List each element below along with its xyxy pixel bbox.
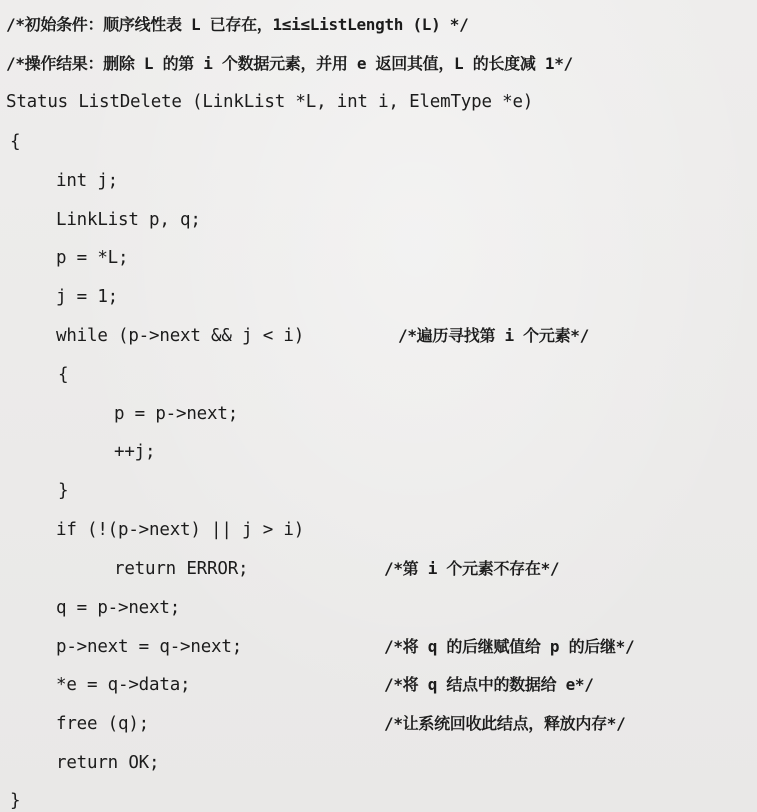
comment-traverse: /*遍历寻找第 i 个元素*/ <box>398 326 589 345</box>
code-line-return-error: return ERROR; <box>114 559 249 579</box>
code-line-relink: p->next = q->next; <box>56 637 243 657</box>
code-line-declare-j: int j; <box>56 171 119 191</box>
code-line-if: if (!(p->next) || j > i) <box>56 520 305 540</box>
function-signature: Status ListDelete (LinkList *L, int i, ElemType *e) <box>6 92 534 112</box>
comment-relink: /*将 q 的后继赋值给 p 的后继*/ <box>384 637 635 656</box>
comment-precondition: /*初始条件：顺序线性表 L 已存在，1≤i≤ListLength (L) */ <box>6 15 469 34</box>
comment-return-data: /*将 q 结点中的数据给 e*/ <box>384 675 594 694</box>
code-line-while-open-brace: { <box>58 365 69 385</box>
open-brace: { <box>10 132 21 152</box>
code-line-while: while (p->next && j < i) <box>56 326 305 346</box>
code-line-assign-p: p = *L; <box>56 248 129 268</box>
code-line-while-close-brace: } <box>58 481 69 501</box>
code-line-return-ok: return OK; <box>56 753 160 773</box>
code-line-advance-p: p = p->next; <box>114 404 239 424</box>
comment-not-exist: /*第 i 个元素不存在*/ <box>384 559 560 578</box>
comment-operation-result: /*操作结果：删除 L 的第 i 个数据元素，并用 e 返回其值，L 的长度减 1*/ <box>6 54 573 73</box>
code-line-increment-j: ++j; <box>114 442 156 462</box>
close-brace: } <box>10 791 21 811</box>
code-line-return-data: *e = q->data; <box>56 675 191 695</box>
comment-free: /*让系统回收此结点，释放内存*/ <box>384 714 626 733</box>
code-line-assign-j: j = 1; <box>56 287 119 307</box>
code-line-assign-q: q = p->next; <box>56 598 181 618</box>
code-line-declare-pq: LinkList p, q; <box>56 210 201 230</box>
code-line-free: free (q); <box>56 714 150 734</box>
